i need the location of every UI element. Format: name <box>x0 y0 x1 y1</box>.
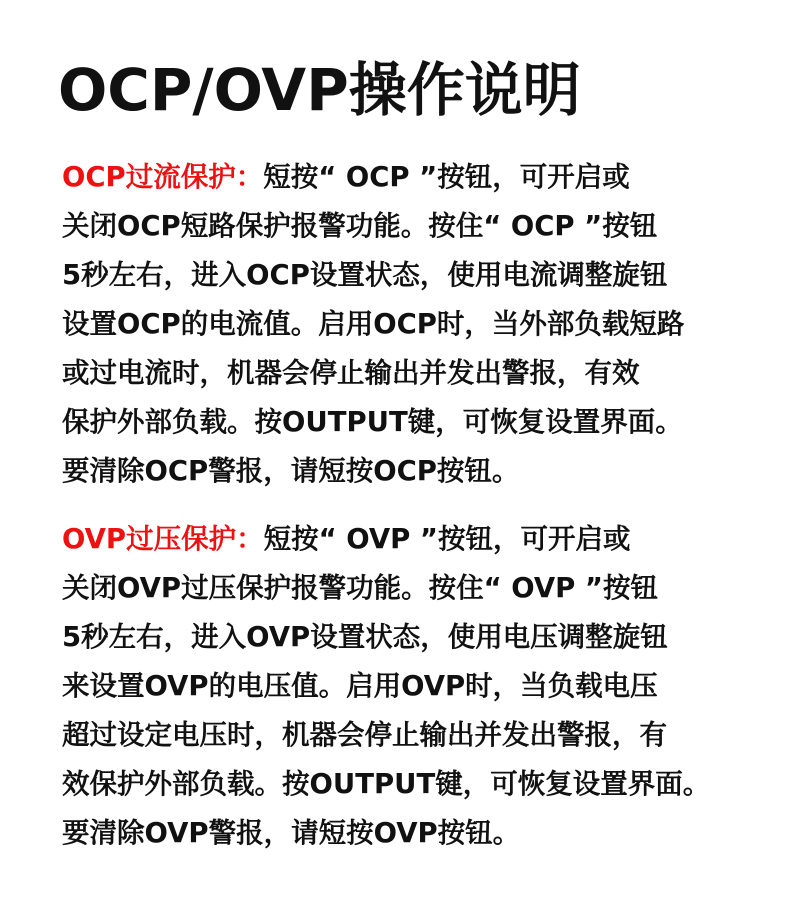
ovp-line-7: 要清除OVP警报，请短按OVP按钮。 <box>62 817 521 849</box>
ocp-line-1-text: 短按“ OCP ”按钮，可开启或 <box>263 161 630 193</box>
ocp-section <box>62 153 762 496</box>
ocp-line-3: 5秒左右，进入OCP设置状态，使用电流调整旋钮 <box>62 259 668 291</box>
page-title: OCP/OVP操作说明 <box>58 56 581 124</box>
ovp-line-5: 超过设定电压时，机器会停止输出并发出警报，有 <box>62 719 667 751</box>
ovp-heading: OVP过压保护： <box>62 523 264 555</box>
ocp-heading: OCP过流保护： <box>62 161 264 193</box>
ovp-line-1 <box>62 515 762 564</box>
ovp-line-2: 关闭OVP过压保护报警功能。按住“ OVP ”按钮 <box>62 572 658 604</box>
ovp-line-3: 5秒左右，进入OVP设置状态，使用电压调整旋钮 <box>62 621 668 653</box>
ovp-line-1-text: 短按“ OVP ”按钮，可开启或 <box>263 523 631 555</box>
ovp-line-6: 效保护外部负载。按OUTPUT键，可恢复设置界面。 <box>62 768 711 800</box>
ocp-line-5: 或过电流时，机器会停止输出并发出警报，有效 <box>62 357 640 389</box>
ovp-line-4: 来设置OVP的电压值。启用OVP时，当负载电压 <box>62 670 658 702</box>
ocp-line-2: 关闭OCP短路保护报警功能。按住“ OCP ”按钮 <box>62 210 658 242</box>
ocp-line-1 <box>62 153 762 202</box>
ocp-line-6: 保护外部负载。按OUTPUT键，可恢复设置界面。 <box>62 406 683 438</box>
ovp-section <box>62 515 762 858</box>
ocp-line-7: 要清除OCP警报，请短按OCP按钮。 <box>62 455 520 487</box>
ocp-line-4: 设置OCP的电流值。启用OCP时，当外部负载短路 <box>62 308 685 340</box>
